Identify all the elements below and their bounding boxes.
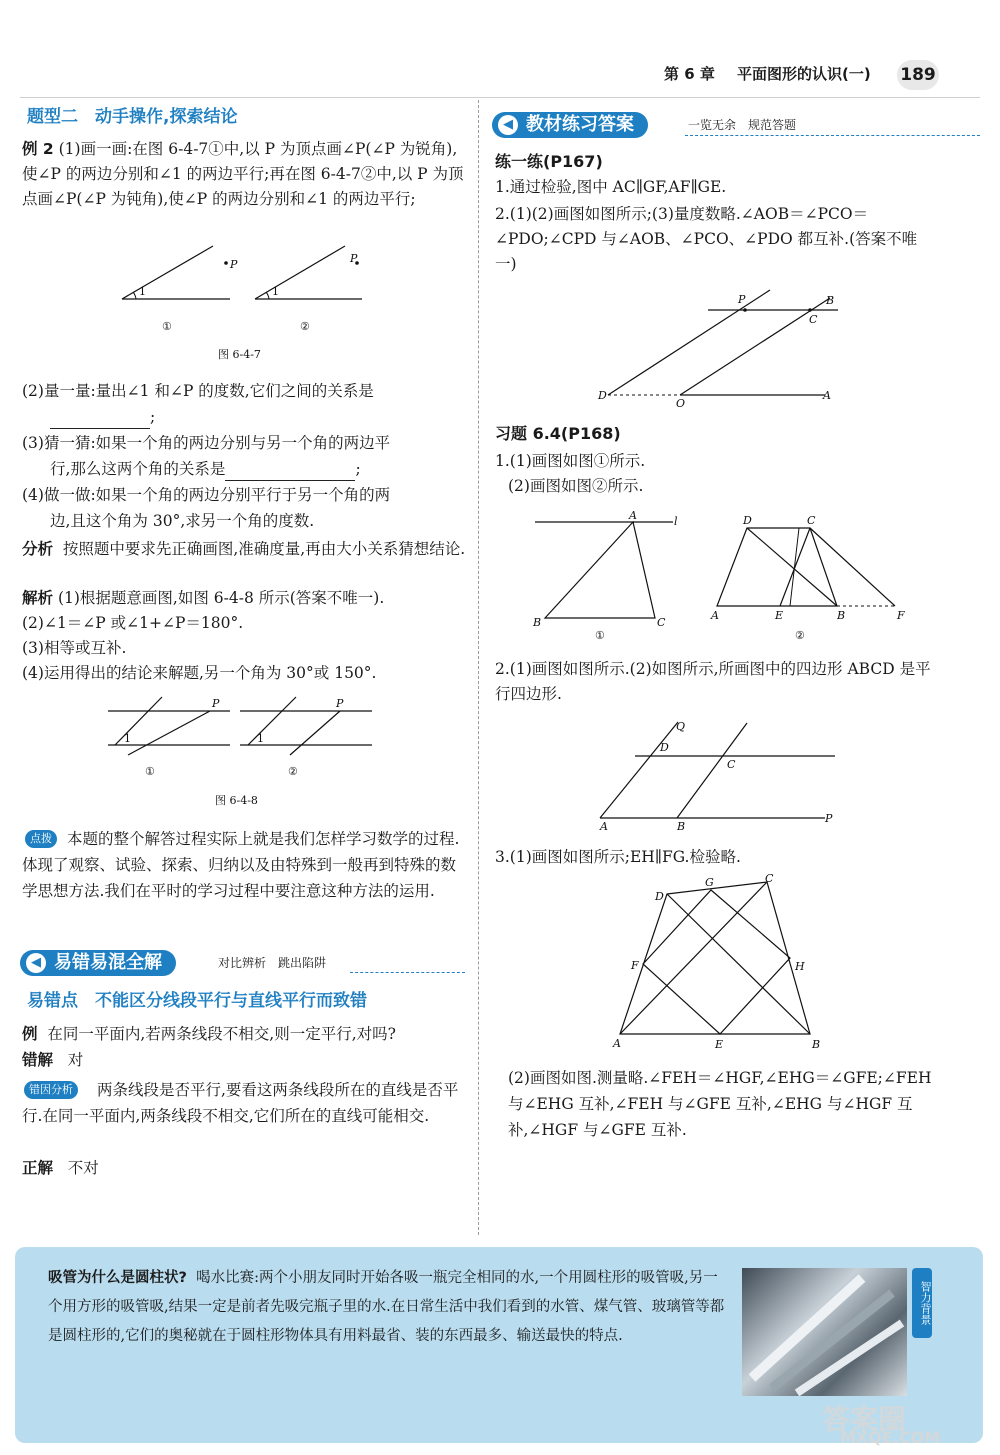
- fig648-side1: [128, 711, 210, 755]
- line-OC: [680, 298, 830, 395]
- fig648-label1: ①: [145, 765, 155, 778]
- error-point-title: 易错点 不能区分线段平行与直线平行而致错: [27, 991, 367, 1011]
- label-A: A: [613, 1037, 621, 1050]
- question-3-b-line: [50, 458, 361, 481]
- page-number: 189: [897, 60, 939, 90]
- label-A: A: [823, 389, 831, 402]
- correct-answer-line: [22, 1157, 99, 1180]
- error-example-line: [22, 1023, 396, 1046]
- fig2-circled-2: ②: [795, 629, 805, 642]
- label-H: H: [795, 960, 805, 973]
- banner-textbook-answers-title: 教材练习答案: [526, 114, 634, 135]
- line-DP: [608, 290, 770, 395]
- fig647-label1: ①: [162, 320, 172, 333]
- exercise-3: 3.(1)画图如图所示;EH∥FG.检验略.: [495, 848, 741, 866]
- quadrilateral-FGHE: [643, 890, 790, 1034]
- banner-common-mistakes-sub: 对比辨析 跳出陷阱: [218, 956, 327, 970]
- chapter-label: 第 6 章: [664, 65, 715, 83]
- banner-rule-right: [685, 135, 980, 136]
- exercise-1b: (2)画图如图②所示.: [508, 477, 644, 495]
- cause-text: 两条线段是否平行,要看这两条线段所在的直线是否平行.在同一平面内,两条线段不相交,它们所在的直线可能相交.: [22, 1081, 459, 1125]
- fig647-ray2-top: [255, 246, 345, 299]
- fig647-angle2-arc: [266, 292, 269, 299]
- section-title: 题型二 动手操作,探索结论: [27, 107, 238, 127]
- header-rule: [20, 97, 980, 98]
- wrong-answer-label: 错解: [22, 1051, 54, 1069]
- straws-illustration: [742, 1268, 907, 1396]
- figure-6-4-7: [100, 238, 380, 378]
- practice-1: 1.通过检验,图中 AC∥GF,AF∥GE.: [495, 178, 727, 196]
- banner-rule: [350, 972, 465, 973]
- label-D: D: [598, 389, 607, 402]
- example-label: 例 2: [22, 140, 54, 158]
- tip-tag: 点拨: [25, 830, 57, 848]
- error-example-text: 在同一平面内,若两条线段不相交,则一定平行,对吗?: [47, 1025, 396, 1043]
- fig647-point1: [224, 261, 228, 265]
- fig648-ray2: [248, 697, 296, 745]
- fig647-label2: ②: [300, 320, 310, 333]
- label-C: C: [727, 758, 736, 771]
- error-example-label: 例: [22, 1025, 38, 1043]
- label-P: P: [825, 812, 833, 825]
- label-A: A: [600, 820, 608, 833]
- label-B: B: [677, 820, 686, 833]
- solution-2: (2)∠1＝∠P 或∠1+∠P＝180°.: [22, 614, 244, 632]
- fig647-point2-label: P: [350, 252, 358, 265]
- banner-common-mistakes: [20, 950, 176, 976]
- fig648-angle1-label: 1: [124, 732, 131, 745]
- fig2-label-B: B: [837, 609, 846, 622]
- figure-exercise-1: [525, 508, 915, 646]
- banner-common-mistakes-title: 易错易混全解: [54, 952, 162, 973]
- label-B: B: [826, 294, 835, 307]
- chapter-title: 平面图形的认识(一): [737, 65, 871, 83]
- fig1-label-A: A: [629, 509, 637, 522]
- line-AQ: [600, 722, 678, 818]
- example-text: (1)画一画:在图 6-4-7①中,以 P 为顶点画∠P(∠P 为锐角),使∠P 的两边分别和∠1 的两边平行;再在图 6-4-7②中,以 P 为顶点画∠P(∠P 为钝角),使∠P 的两边分别和∠1 的两边平行;: [22, 140, 464, 208]
- diagonal-CA: [620, 882, 767, 1034]
- label-F: F: [631, 959, 639, 972]
- triangle-ABC: [545, 522, 655, 618]
- question-2-end: ;: [150, 408, 156, 426]
- wrong-answer-line: [22, 1049, 83, 1072]
- point-C: [808, 308, 812, 312]
- fig648-point2-label: P: [336, 697, 344, 710]
- fig648-ray1: [115, 697, 162, 745]
- label-G: G: [705, 876, 714, 889]
- fig647-angle2-label: 1: [272, 285, 279, 298]
- fig1-label-l: l: [674, 515, 678, 528]
- question-3-b: 行,那么这两个角的关系是: [50, 460, 226, 478]
- fig647-angle1-label: 1: [139, 285, 146, 298]
- banner-textbook-answers: [492, 112, 648, 138]
- question-2: (2)量一量:量出∠1 和∠P 的度数,它们之间的关系是: [22, 382, 374, 400]
- line-BC: [677, 723, 747, 818]
- label-P: P: [738, 293, 746, 306]
- side-tag: 智力背景: [912, 1268, 932, 1338]
- correct-answer: 不对: [67, 1159, 99, 1177]
- fig2-label-F: F: [897, 609, 905, 622]
- megaphone-icon: ◀: [26, 953, 46, 973]
- practice-2: 2.(1)(2)画图如图所示;(3)量度数略.∠AOB＝∠PCO＝∠PDO;∠CPD 与∠AOB、∠PCO、∠PDO 都互补.(答案不唯一): [495, 205, 918, 273]
- figure-exercise-3: [605, 872, 835, 1057]
- fig2-label-E: E: [775, 609, 784, 622]
- answer-blank-3: [225, 465, 355, 481]
- exercise-2: 2.(1)画图如图所示.(2)如图所示,所画图中的四边形 ABCD 是平行四边形.: [495, 660, 931, 703]
- figure-6-4-8: [100, 695, 390, 810]
- fig648-point1-label: P: [212, 697, 220, 710]
- watermark-logo: 答案圈: [822, 1403, 907, 1436]
- label-B: B: [812, 1038, 821, 1051]
- fig648-angle2-label: 1: [257, 732, 264, 745]
- solution-4: (4)运用得出的结论来解题,另一个角为 30°或 150°.: [22, 664, 377, 682]
- fig1-circled-1: ①: [595, 629, 605, 642]
- label-D: D: [660, 741, 669, 754]
- solution-label: 解析: [22, 589, 54, 607]
- question-3-a: (3)猜一猜:如果一个角的两边分别与另一个角的两边平: [22, 434, 391, 452]
- label-C: C: [809, 313, 818, 326]
- question-3-end: ;: [355, 460, 361, 478]
- label-O: O: [676, 397, 686, 410]
- label-D: D: [655, 890, 664, 903]
- footer-text-block: [48, 1264, 728, 1351]
- label-Q: Q: [676, 720, 686, 733]
- exercise-3b: (2)画图如图.测量略.∠FEH＝∠HGF,∠EHG＝∠GFE;∠FEH 与∠EHG 互补,∠FEH 与∠GFE 互补,∠EHG 与∠HGF 互补,∠HGF 与∠GFE 互补.: [508, 1069, 932, 1139]
- wrong-answer: 对: [67, 1051, 84, 1069]
- column-divider: [478, 100, 479, 1235]
- label-E: E: [715, 1038, 724, 1051]
- banner-textbook-answers-sub: 一览无余 规范答题: [688, 118, 797, 132]
- straws-photo: [742, 1268, 907, 1396]
- question-4-a: (4)做一做:如果一个角的两边分别平行于另一个角的两: [22, 486, 391, 504]
- fig2-label-C: C: [807, 514, 816, 527]
- fig648-caption: 图 6-4-8: [215, 794, 258, 807]
- exercise-1a: 1.(1)画图如图①所示.: [495, 452, 646, 470]
- fig647-point1-label: P: [230, 258, 238, 271]
- exercise-title: 习题 6.4(P168): [495, 424, 621, 443]
- practice-title: 练一练(P167): [495, 152, 603, 171]
- example-2: [22, 137, 467, 212]
- fig647-angle1-arc: [133, 292, 136, 299]
- figure-practice: [590, 288, 850, 410]
- fig1-label-B: B: [533, 616, 542, 629]
- question-4-b: 边,且这个角为 30°,求另一个角的度数.: [50, 512, 315, 530]
- question-2-blank-line: [50, 406, 155, 429]
- fig2-label-A: A: [711, 609, 719, 622]
- cause-tag: 错因分析: [24, 1081, 78, 1099]
- analysis-text: 按照题中要求先正确画图,准确度量,再由大小关系猜想结论.: [62, 540, 466, 558]
- solution-1-line: [22, 587, 384, 610]
- fig648-label2: ②: [288, 765, 298, 778]
- megaphone-icon: ◀: [498, 115, 518, 135]
- footer-text: 喝水比赛:两个小朋友同时开始各吸一瓶完全相同的水,一个用圆柱形的吸管吸,另一个用方形的吸管吸,结果一定是前者先吸完瓶子里的水.在日常生活中我们看到的水管、煤气管、玻璃管等都是圆柱形的,它们的奥秘就在于圆柱形物体具有用料最省、装的东西最多、输送最快的特点.: [48, 1270, 725, 1344]
- label-C: C: [765, 872, 774, 885]
- figure-exercise-2: [590, 718, 850, 833]
- answer-blank-2: [50, 413, 150, 429]
- tip-text: 本题的整个解答过程实际上就是我们怎样学习数学的过程.体现了观察、试验、探索、归纳以及由特殊到一般再到特殊的数学思想方法.我们在平时的学习过程中要注意这种方法的运用.: [22, 830, 460, 900]
- fig1-label-C: C: [657, 616, 666, 629]
- correct-answer-label: 正解: [22, 1159, 54, 1177]
- analysis-label: 分析: [22, 540, 54, 558]
- solution-1: (1)根据题意画图,如图 6-4-8 所示(答案不唯一).: [57, 589, 385, 607]
- fig647-ray1-top: [122, 246, 213, 299]
- fig2-label-D: D: [743, 514, 752, 527]
- footer-title: 吸管为什么是圆柱状?: [48, 1270, 187, 1286]
- analysis: [22, 537, 467, 561]
- fig647-caption: 图 6-4-7: [218, 348, 261, 361]
- fig648-side2: [290, 711, 340, 755]
- watermark-url: MXQE.COM: [840, 1428, 941, 1447]
- point-P: [743, 308, 747, 312]
- solution-3: (3)相等或互补.: [22, 639, 127, 657]
- trapezoid-ABCD: [717, 528, 837, 606]
